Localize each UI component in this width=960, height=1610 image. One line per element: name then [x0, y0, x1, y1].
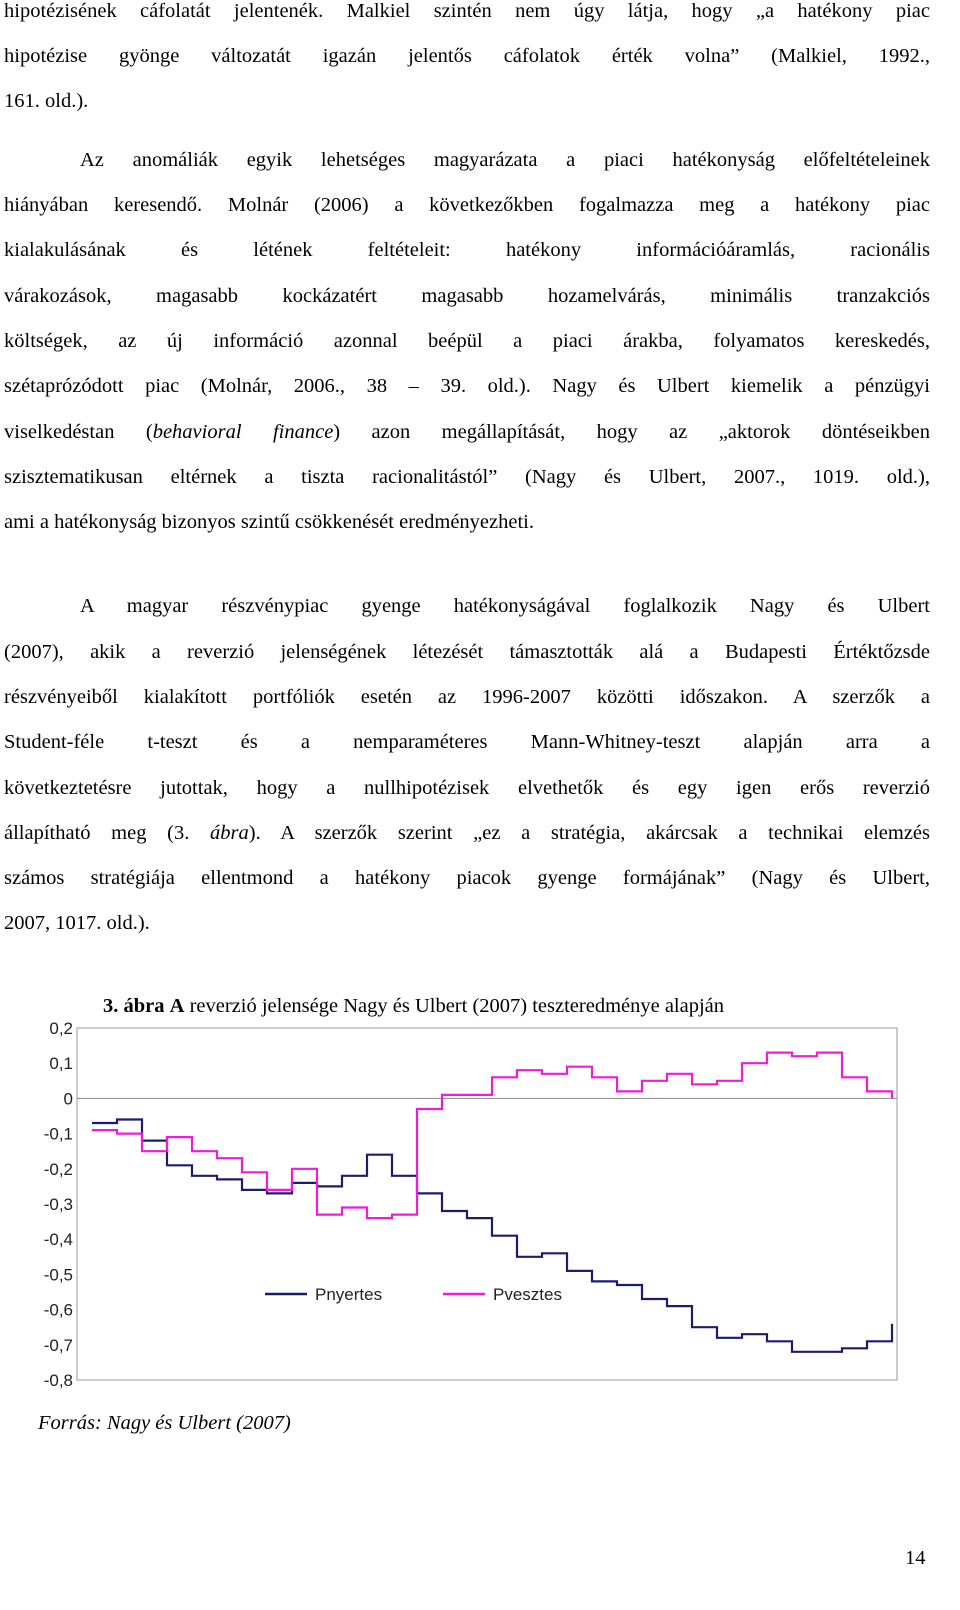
figure-caption	[103, 994, 863, 1018]
paragraph-line	[4, 284, 930, 308]
y-tick-label: -0,2	[43, 1159, 73, 1179]
paragraph-line	[4, 911, 930, 935]
y-axis	[44, 1019, 73, 1390]
text-segment: hipotézisének cáfolatát jelentenék. Malkiel szintén nem úgy látja, hogy „a hatékony piac	[4, 0, 930, 22]
y-tick-label: -0,3	[43, 1195, 73, 1214]
paragraph-line	[4, 465, 930, 489]
paragraph-line	[4, 866, 930, 890]
paragraph-line	[4, 640, 930, 664]
text-segment: szisztematikusan eltérnek a tiszta racionalitástól” (Nagy és Ulbert, 2007., 1019. old.),	[4, 466, 930, 488]
text-segment: szétaprózódott piac (Molnár, 2006., 38 – 39. old.). Nagy és Ulbert kiemelik a pénzügyi	[4, 375, 930, 397]
text-segment: 2007, 1017. old.).	[4, 912, 150, 934]
paragraph-line	[4, 238, 930, 262]
paragraph-line	[4, 821, 930, 845]
text-segment: hiányában keresendő. Molnár (2006) a következőkben fogalmazza meg a hatékony piac	[4, 194, 930, 216]
paragraph-line	[4, 374, 930, 398]
text-segment: ) azon megállapítását, hogy az „aktorok döntéseikben	[333, 421, 931, 443]
series-line-pnyertes	[92, 1120, 892, 1352]
text-segment: 161. old.).	[4, 90, 89, 112]
paragraph-line	[4, 329, 930, 353]
reversion-line-chart	[30, 1018, 910, 1390]
text-segment: (2007), akik a reverzió jelenségének létezését támasztották alá a Budapesti Értéktőzsde	[4, 641, 930, 663]
chart-legend	[265, 1285, 562, 1304]
y-tick-label: -0,1	[43, 1124, 73, 1144]
figure-caption-text: reverzió jelensége Nagy és Ulbert (2007) teszteredménye alapján	[184, 995, 725, 1017]
y-tick-label: -0,7	[43, 1335, 73, 1355]
legend-label: Pvesztes	[493, 1285, 562, 1304]
paragraph-line	[4, 730, 930, 754]
paragraph-line	[4, 44, 930, 68]
text-segment: számos stratégiája ellentmond a hatékony piacok gyenge formájának” (Nagy és Ulbert,	[4, 867, 930, 889]
legend-label: Pnyertes	[315, 1285, 383, 1304]
plot-area-border	[77, 1028, 897, 1380]
figure-caption-initial: A	[169, 995, 185, 1017]
y-tick-label: 0,2	[49, 1019, 73, 1038]
paragraph-line	[4, 193, 930, 217]
text-segment: hipotézise gyönge változatát igazán jelentős cáfolatok érték volna” (Malkiel, 1992.,	[4, 45, 930, 67]
italic-text: behavioral finance	[152, 421, 334, 443]
paragraph-line	[4, 510, 930, 534]
paragraph-line	[4, 685, 930, 709]
text-segment: költségek, az új információ azonnal beépül a piaci árakba, folyamatos kereskedés,	[4, 330, 930, 352]
text-segment: A magyar részvénypiac gyenge hatékonyságával foglalkozik Nagy és Ulbert	[80, 595, 930, 617]
text-segment: ). A szerzők szerint „ez a stratégia, akárcsak a technikai elemzés	[248, 822, 930, 844]
text-segment: részvényeiből kialakított portfóliók esetén az 1996-2007 közötti időszakon. A szerzők a	[4, 686, 930, 708]
paragraph-line	[4, 0, 930, 23]
paragraph-line	[80, 594, 930, 618]
figure-source: Forrás: Nagy és Ulbert (2007)	[38, 1412, 291, 1434]
chart-series	[92, 1053, 892, 1352]
y-tick-label: -0,6	[43, 1300, 73, 1320]
paragraph-line	[4, 420, 930, 444]
paragraph-line	[4, 89, 930, 113]
y-tick-label: -0,4	[43, 1230, 73, 1250]
page-number: 14	[905, 1547, 926, 1569]
text-segment: Az anomáliák egyik lehetséges magyarázata a piaci hatékonyság előfeltételeinek	[80, 149, 930, 171]
figure-caption-label: 3. ábra	[103, 995, 165, 1017]
text-segment: kialakulásának és létének feltételeit: hatékony információáramlás, racionális	[4, 239, 930, 261]
y-tick-label: -0,5	[43, 1265, 73, 1285]
text-segment: viselkedéstan (	[4, 421, 153, 443]
y-tick-label: 0,1	[49, 1054, 73, 1074]
paragraph-line	[4, 776, 930, 800]
text-segment: ami a hatékonyság bizonyos szintű csökkenését eredményezheti.	[4, 511, 534, 533]
paragraph-line	[80, 148, 930, 172]
text-segment: Student-féle t-teszt és a nemparaméteres Mann-Whitney-teszt alapján arra a	[4, 731, 930, 753]
text-segment: következtetésre jutottak, hogy a nullhipotézisek elvethetők és egy igen erős reverzió	[4, 777, 930, 799]
text-segment: állapítható meg (3.	[4, 822, 211, 844]
italic-text: ábra	[210, 822, 249, 844]
y-tick-label: 0	[63, 1089, 73, 1109]
text-segment: várakozások, magasabb kockázatért magasabb hozamelvárás, minimális tranzakciós	[4, 285, 930, 307]
series-line-pvesztes	[92, 1053, 892, 1219]
y-tick-label: -0,8	[43, 1371, 73, 1390]
